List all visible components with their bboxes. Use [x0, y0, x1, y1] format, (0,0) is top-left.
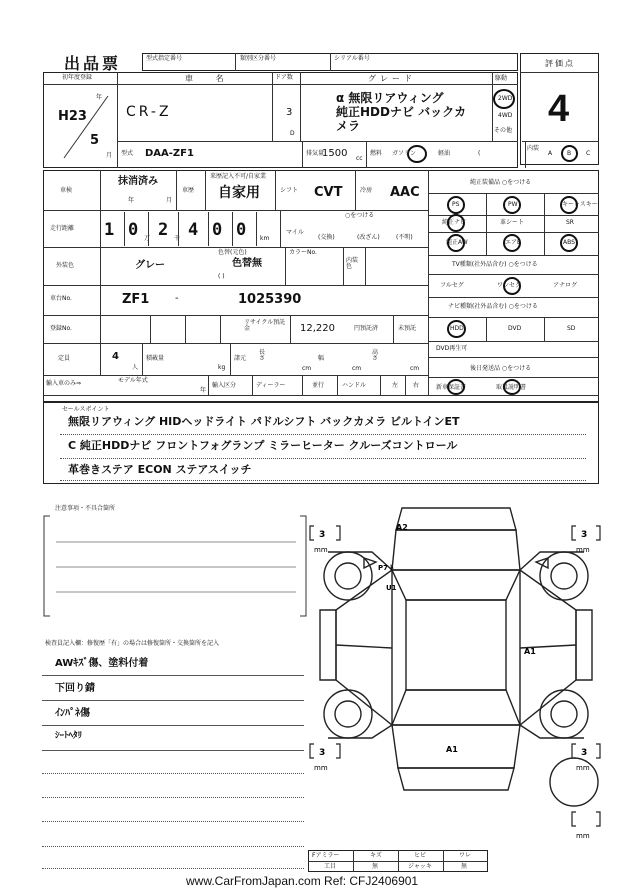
- damage-mark-a2: A2: [396, 523, 408, 532]
- month-mark: 月: [106, 152, 113, 159]
- drive-2wd: 2WD: [498, 95, 513, 102]
- dims-label: 諸元: [234, 355, 247, 362]
- inspector-note: 検査員記入欄：修復歴「有」の場合は修復箇所・交換箇所を記入: [45, 640, 220, 647]
- fuel-gasoline: ガソリン: [392, 150, 417, 157]
- docs-manual: 取扱説明書: [496, 384, 527, 391]
- docs-warranty: 新車保証書: [436, 384, 467, 391]
- plate-label: 車検: [60, 187, 73, 194]
- load-label: 積載量: [146, 355, 165, 362]
- displacement: 1500: [322, 148, 348, 159]
- capacity: 4: [112, 351, 119, 362]
- windshield: [392, 570, 520, 600]
- docs-warranty-circle: [447, 379, 465, 395]
- nav-hdd-circle: [447, 320, 466, 338]
- plate-year: 年: [128, 197, 135, 204]
- capacity-label: 定員: [58, 355, 71, 362]
- spare-wheel: [550, 758, 598, 806]
- equip-pw-circle: [503, 196, 521, 214]
- car-damage-diagram: [306, 500, 604, 850]
- recycle-label: リサイクル預託金: [244, 319, 286, 332]
- mm-value-rl: 3: [319, 748, 326, 758]
- mm-unit-rl: mm: [314, 764, 328, 772]
- car-name: CR-Z: [126, 104, 172, 120]
- equip-aw: 純正AW: [446, 239, 468, 246]
- length-cm: cm: [302, 365, 312, 372]
- docs-title: 後日発送品 ○をつける: [470, 365, 532, 372]
- drive-other: その他: [494, 127, 513, 134]
- mile-unknown: (不明): [396, 234, 413, 241]
- ac: AAC: [390, 185, 420, 200]
- mileage-digit: 2: [158, 220, 169, 240]
- note-item-3: ｲﾝﾊﾟﾈ傷: [55, 708, 90, 719]
- equip-ps: PS: [452, 201, 460, 208]
- equip-abs: ABS: [563, 239, 575, 246]
- mileage-digit: 0: [236, 220, 247, 240]
- legend-label-3: ジャッキ: [408, 863, 432, 870]
- reg-no-label: 登録No.: [50, 325, 72, 332]
- door-label: ドア数: [275, 74, 293, 81]
- equip-sr: SR: [566, 219, 574, 226]
- equip-leather: 革シート: [500, 219, 525, 226]
- front-right-wheel: [540, 552, 588, 600]
- circle-note: ○をつける: [345, 212, 375, 219]
- note-item-2: 下回り錆: [55, 683, 95, 694]
- hood: [392, 530, 520, 570]
- left-sill: [320, 610, 336, 680]
- capacity-unit: 人: [132, 364, 139, 371]
- equip-nav-circle: [447, 214, 465, 232]
- fuel-gasoline-circle: [407, 145, 427, 163]
- ac-label: 冷房: [360, 187, 373, 194]
- displacement-label: 排気量: [306, 150, 325, 157]
- mm-value-rr: 3: [581, 748, 588, 758]
- legend-label-4: 無: [461, 863, 468, 870]
- handle-left: 左: [392, 382, 399, 389]
- plate-month: 月: [166, 197, 173, 204]
- serial-label: シリアル番号: [334, 55, 370, 62]
- interior-b: B: [567, 150, 572, 157]
- equip-airbag: エアB: [505, 239, 522, 246]
- color-change-label: 色替(元色): [218, 249, 247, 256]
- chassis-dash: -: [175, 293, 179, 304]
- grade-line3: メラ: [336, 119, 361, 133]
- color-no-label: カラーNo.: [289, 249, 317, 256]
- first-reg-label: 初年度登録: [62, 74, 93, 81]
- damage-mark-u1: U1: [386, 584, 397, 592]
- equip-airbag-circle: [503, 234, 521, 252]
- car-name-label: 車 名: [185, 74, 234, 83]
- note-item-1: AWｷｽﾞ傷、塗料付着: [55, 658, 149, 669]
- model-year-label: モデル年式: [118, 377, 148, 384]
- year-mark: 年: [96, 94, 103, 101]
- recycle-unpaid: 未預託: [398, 325, 417, 332]
- equip-aw-circle: [447, 234, 465, 252]
- nav-dvd: DVD: [508, 325, 522, 332]
- era-year: H23: [58, 109, 87, 124]
- dvd-label: DVD再生可: [436, 345, 468, 352]
- note-item-4: ｼｰﾄﾍﾀﾘ: [55, 731, 83, 741]
- damage-mark-p7: P7ト: [378, 564, 396, 572]
- rear-bumper: [398, 768, 514, 790]
- fuel-diesel: 軽油: [438, 150, 451, 157]
- mile-label: マイル: [286, 229, 304, 236]
- usage-small: 来歴記入不可/自家業: [210, 173, 267, 180]
- interior-color-label: 内装色: [346, 257, 359, 270]
- legend-header-4: ワレ: [459, 852, 472, 859]
- length-label: 長さ: [259, 349, 266, 362]
- selling-line1: 無限リアウィング HIDヘッドライト パドルシフト バックカメラ ビルトインET: [68, 415, 460, 428]
- color-paren: ( ): [218, 273, 225, 280]
- km-unit: km: [260, 235, 270, 242]
- interior-a: A: [548, 150, 553, 157]
- mileage-digit: 0: [212, 220, 223, 240]
- tv-analog: アナログ: [553, 282, 578, 289]
- chassis-label: 車台No.: [50, 295, 72, 302]
- mile-exchange: (交換): [318, 234, 335, 241]
- form-title: 出品票: [64, 54, 122, 73]
- equipment-title: 純正装備品 ○をつける: [470, 179, 532, 186]
- door-sub: D: [290, 130, 295, 137]
- height-cm: cm: [410, 365, 420, 372]
- width-label: 幅: [318, 355, 325, 362]
- category-label: 類別区分番号: [240, 55, 277, 62]
- equip-keyless-circle: [560, 196, 578, 214]
- tv-oneseg: ワンセグ: [497, 282, 522, 289]
- chassis-number: 1025390: [238, 292, 302, 307]
- notes-bracket: [42, 512, 312, 622]
- usage: 自家用: [218, 185, 260, 201]
- mileage-digit: 1: [104, 220, 115, 240]
- legend-label-2: 無: [372, 863, 379, 870]
- mm-value-fl: 3: [319, 530, 326, 540]
- nav-hdd: HDD: [450, 325, 464, 332]
- tv-oneseg-circle: [503, 277, 521, 295]
- mm-value-fr: 3: [581, 530, 588, 540]
- date-slash: [60, 92, 113, 162]
- score-value: 4: [548, 88, 570, 130]
- mileage-digit: 4: [188, 220, 199, 240]
- damage-mark-a1-right: A1: [524, 647, 536, 656]
- handle-right: 右: [413, 382, 420, 389]
- color: グレー: [135, 260, 165, 271]
- color-label: 外装色: [56, 262, 75, 269]
- equip-pw: PW: [508, 201, 518, 208]
- model-label: 型式: [121, 150, 134, 157]
- color-change: 色替無: [232, 258, 262, 269]
- month: 5: [90, 133, 100, 148]
- cc-unit: cc: [356, 155, 363, 162]
- selling-line3: 革巻きステア ECON ステアスイッチ: [68, 463, 252, 476]
- recycle-amount: 12,220: [300, 323, 335, 334]
- rear-left-wheel: [324, 690, 372, 738]
- tv-fullseg: フルセグ: [440, 282, 464, 289]
- grade-line1: α 無限リアウィング: [336, 91, 444, 105]
- front-bumper: [396, 508, 516, 530]
- drive-4wd: 4WD: [498, 112, 513, 119]
- import-label: 輸入車のみ⇒: [46, 380, 82, 387]
- man-mark: 万: [144, 235, 151, 242]
- shift: CVT: [314, 185, 343, 200]
- watermark: www.CarFromJapan.com Ref: CFJ2406901: [186, 874, 419, 888]
- grade-label: グレード: [368, 74, 416, 83]
- docs-manual-circle: [503, 379, 521, 395]
- handle-label: ハンドル: [342, 382, 367, 389]
- rear-window: [392, 690, 520, 725]
- selling-line2: C 純正HDDナビ フロントフォグランプ ミラーヒーター クルーズコントロール: [68, 439, 458, 452]
- equip-keyless: キーレスキー: [562, 201, 598, 208]
- sen-mark: 千: [174, 235, 181, 242]
- mile-modified: (改ざん): [357, 234, 380, 241]
- mileage-digit: 0: [128, 220, 139, 240]
- nav-title: ナビ種類(社外品含む) ○をつける: [448, 303, 538, 310]
- grade-line2: 純正HDDナビ バックカ: [336, 105, 467, 119]
- interior-b-circle: [561, 145, 578, 162]
- legend-header-2: キズ: [370, 852, 382, 859]
- notes-label: 注意事項・不具合箇所: [55, 505, 116, 512]
- fuel-label: 燃料: [370, 150, 383, 157]
- mm-unit-fr: mm: [576, 546, 590, 554]
- load-kg: kg: [218, 364, 226, 371]
- model-cert-label: 型式指定番号: [146, 55, 183, 62]
- score-label: 評価点: [545, 59, 575, 68]
- mm-unit-rr: mm: [576, 764, 590, 772]
- import-class-label: 輸入区分: [212, 382, 237, 389]
- mm-unit-fl: mm: [314, 546, 328, 554]
- legend-label-1: 工目: [324, 863, 337, 870]
- interior-c: C: [586, 150, 591, 157]
- nav-sd: SD: [567, 325, 576, 332]
- legend-header-1: Fアミラー: [312, 852, 340, 859]
- recycle-unit: 円預託済: [354, 325, 379, 332]
- chassis-prefix: ZF1: [122, 292, 150, 307]
- mm-unit-spare: mm: [576, 832, 590, 840]
- rear-right-wheel: [540, 690, 588, 738]
- usage-label: 車歴: [182, 187, 195, 194]
- height-label: 高さ: [372, 349, 379, 362]
- legend-header-3: ヒビ: [414, 852, 427, 859]
- drive-label: 駆動: [495, 75, 508, 82]
- equip-nav: 純正ナビ: [442, 219, 467, 226]
- fuel-paren: (: [478, 150, 481, 157]
- roof: [406, 600, 506, 690]
- mileage-digits: [102, 212, 280, 246]
- width-cm: cm: [352, 365, 362, 372]
- drive-2wd-circle: [493, 89, 515, 109]
- import-parallel: 並行: [312, 382, 325, 389]
- shift-label: シフト: [280, 187, 299, 194]
- import-dealer: ディーラー: [256, 382, 286, 389]
- tv-title: TV種類(社外品含む) ○をつける: [452, 261, 538, 268]
- plate-status: 抹消済み: [118, 176, 158, 187]
- right-sill: [576, 610, 592, 680]
- mileage-label: 走行距離: [50, 225, 75, 232]
- selling-points-label: セールスポイント: [62, 406, 110, 413]
- model-year-unit: 年: [200, 387, 207, 394]
- interior-label: 内装: [527, 145, 540, 152]
- model-code: DAA-ZF1: [145, 148, 194, 159]
- equip-ps-circle: [447, 196, 465, 214]
- damage-mark-a1-rear: A1: [446, 745, 458, 754]
- equip-abs-circle: [560, 234, 578, 252]
- front-left-wheel: [324, 552, 372, 600]
- door-count: 3: [286, 107, 293, 118]
